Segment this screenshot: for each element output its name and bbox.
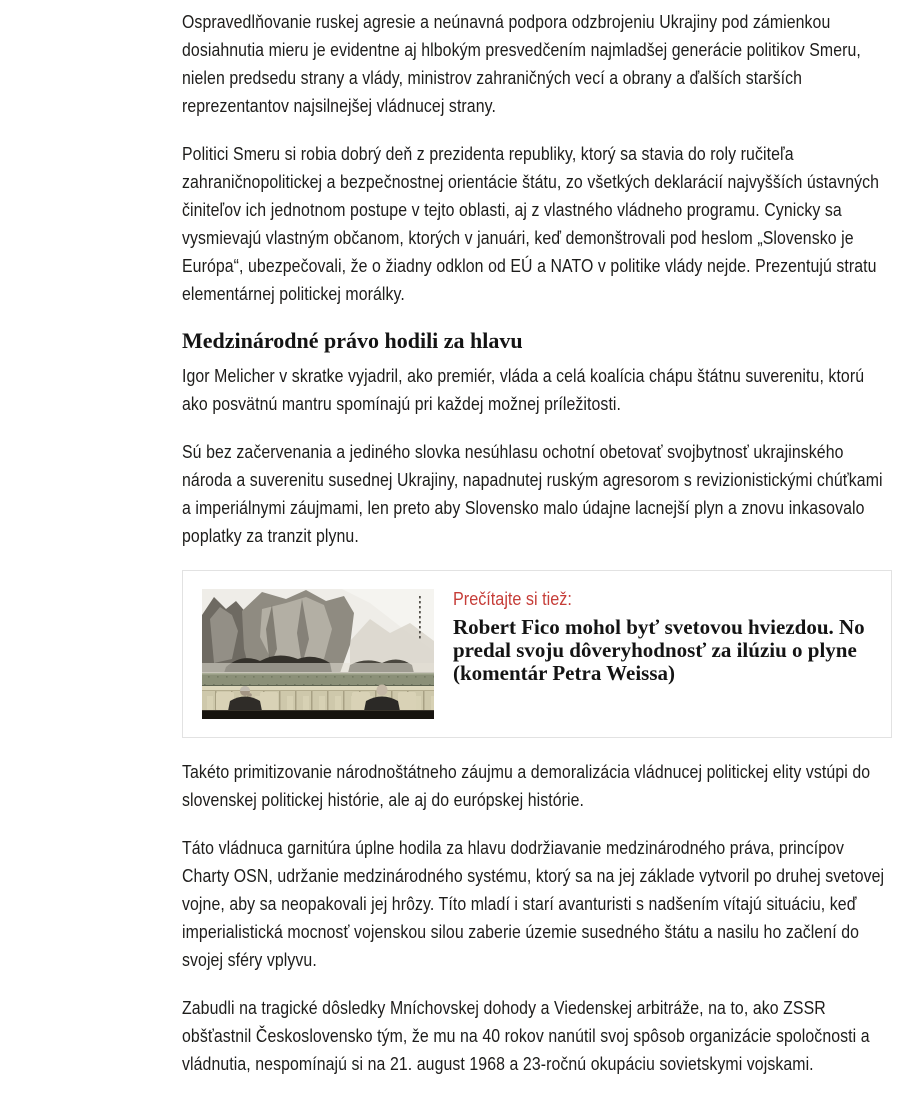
- calligraphy-column: [419, 596, 421, 638]
- article-paragraph: Táto vládnuca garnitúra úplne hodila za hlavu dodržiavanie medzinárodného práva, princípov Charty OSN, udržanie medzinárodného systému, ktorý sa na jej základe vytvoril po druhej svetovej vojne, aby sa neopakovali jej hrôzy. Títo mladí i starí avanturisti s nadšením vítajú situáciu, keď imperialistická mocnosť vojenskou silou zaberie územie susedného štátu a nasilu ho začlení do svojej sféry vplyvu.: [182, 838, 885, 970]
- ink-painting: [202, 589, 434, 673]
- related-article-link[interactable]: Robert Fico mohol byť svetovou hviezdou. No predal svoju dôveryhodnosť za ilúziu o plyne (komentár Petra Weissa): [453, 615, 865, 685]
- bench-band: [202, 673, 434, 686]
- article-paragraph: Politici Smeru si robia dobrý deň z prezidenta republiky, ktorý sa stavia do roly ručiteľa zahraničnopolitickej a bezpečnostnej orientácie štátu, zo všetkých deklarácií najvyšších ústavných činiteľov ich jednotnom postupe v tejto oblasti, aj z vlastného vládneho programu. Cynicky sa vysmievajú vlastným občanom, ktorých v januári, keď demonštrovali pod heslom „Slovensko je Európa“, ubezpečovali, že o žiadny odklon od EÚ a NATO v politike vlády nejde. Prezentujú stratu elementárnej politickej morálky.: [182, 144, 880, 304]
- related-article-thumbnail[interactable]: [202, 589, 434, 719]
- article-paragraph: Zabudli na tragické dôsledky Mníchovskej dohody a Viedenskej arbitráže, na to, ako ZSSR obšťastnil Československo tým, že mu na 40 rokov nanútil svoj spôsob organizácie spoločnosti a vládnutia, nespomínajú si na 21. august 1968 a 23-ročnú okupáciu sovietskymi vojskami.: [182, 998, 870, 1074]
- article-paragraph: Takéto primitizovanie národnoštátneho záujmu a demoralizácia vládnucej politickej elity vstúpi do slovenskej politickej histórie, ale aj do európskej histórie.: [182, 762, 871, 810]
- article-paragraph: Ospravedlňovanie ruskej agresie a neúnavná podpora odzbrojeniu Ukrajiny pod zámienkou dosiahnutia mieru je evidentne aj hlbokým presvedčením najmladšej generácie politikov Smeru, nielen predsedu strany a vlády, ministrov zahraničných vecí a obrany a ďalších starších reprezentantov najsilnejšej vládnucej strany.: [182, 12, 861, 116]
- meeting-photo-image: [202, 589, 434, 719]
- table-edge: [202, 710, 434, 719]
- article-body: [182, 0, 892, 1098]
- related-label: Prečítajte si tiež:: [453, 589, 572, 609]
- article-paragraph: Sú bez začervenania a jediného slovka nesúhlasu ochotní obetovať svojbytnosť ukrajinského národa a suverenitu susednej Ukrajiny, napadnutej ruským agresorom s revizionistickými chúťkami a imperiálnymi záujmami, len preto aby Slovensko malo údajne lacnejší plyn a znovu inkasovalo poplatky za tranzit plynu.: [182, 442, 883, 546]
- related-article-text: [453, 589, 872, 719]
- article-paragraph: Igor Melicher v skratke vyjadril, ako premiér, vláda a celá koalícia chápu štátnu suverenitu, ktorú ako posvätnú mantru spomínajú pri každej možnej príležitosti.: [182, 366, 865, 414]
- related-article-box[interactable]: [182, 570, 892, 738]
- section-heading: Medzinárodné právo hodili za hlavu: [182, 328, 523, 353]
